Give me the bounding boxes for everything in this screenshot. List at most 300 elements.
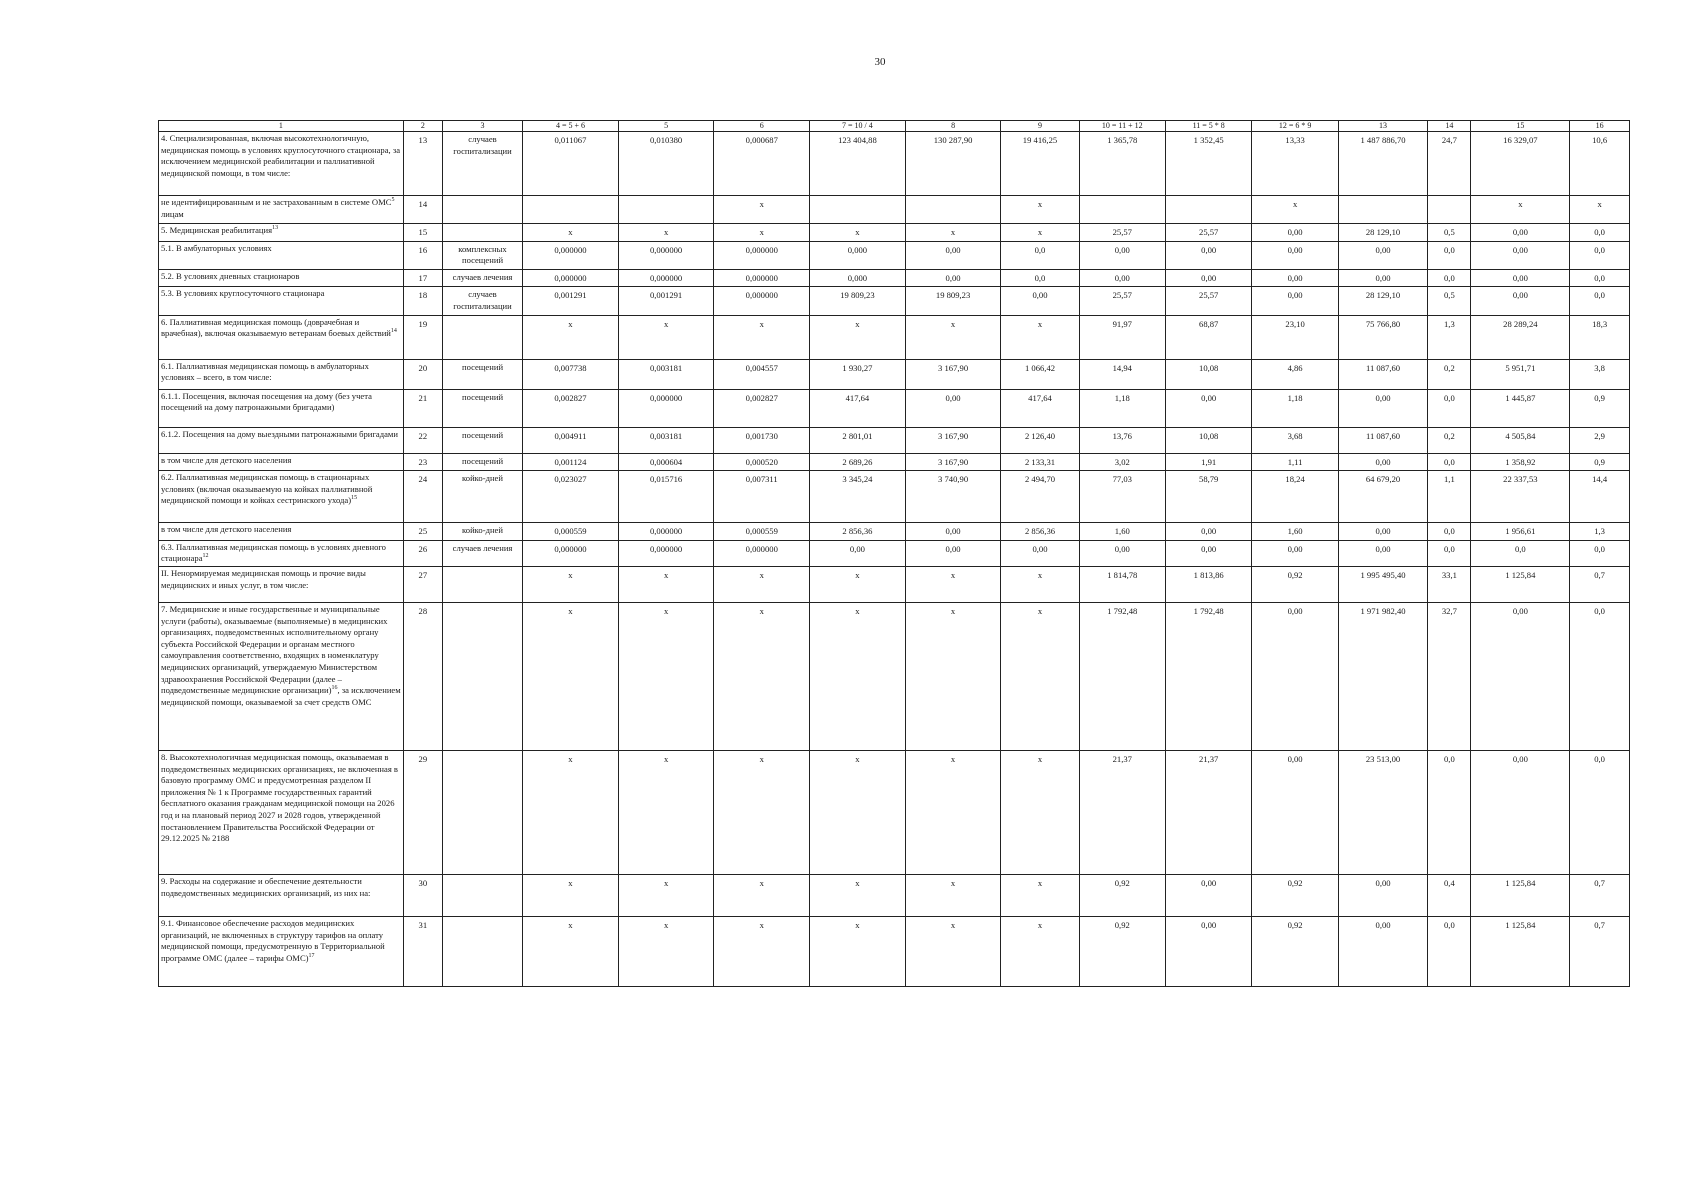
- value-cell: x: [810, 750, 906, 874]
- value-cell: 0,000000: [618, 241, 714, 269]
- row-number-cell: 23: [403, 453, 442, 471]
- value-cell: 2 689,26: [810, 453, 906, 471]
- value-cell: [1338, 196, 1427, 224]
- unit-cell: койко-дней: [442, 471, 522, 523]
- value-cell: 0,92: [1252, 916, 1338, 986]
- value-cell: x: [618, 916, 714, 986]
- row-name: 6.1.1. Посещения, включая посещения на дому (без учета посещений на дому патронажными бригадами): [161, 390, 372, 413]
- value-cell: 2 856,36: [1001, 523, 1079, 541]
- value-cell: 0,00: [1471, 241, 1570, 269]
- value-cell: x: [618, 315, 714, 359]
- row-name: не идентифицированным и не застрахованным в системе ОМС: [161, 197, 392, 207]
- value-cell: 3,68: [1252, 427, 1338, 453]
- value-cell: 0,007311: [714, 471, 810, 523]
- unit-cell: [442, 750, 522, 874]
- column-header: 8: [905, 121, 1001, 132]
- row-name: 5. Медицинская реабилитация: [161, 225, 273, 235]
- value-cell: 10,08: [1165, 359, 1251, 389]
- value-cell: 0,0: [1570, 602, 1630, 750]
- value-cell: x: [1001, 224, 1079, 242]
- unit-cell: посещений: [442, 389, 522, 427]
- unit-cell: комплексных посещений: [442, 241, 522, 269]
- unit-cell: койко-дней: [442, 523, 522, 541]
- value-cell: 0,9: [1570, 453, 1630, 471]
- value-cell: 0,000559: [523, 523, 619, 541]
- row-number-cell: 19: [403, 315, 442, 359]
- column-header: 6: [714, 121, 810, 132]
- row-name: в том числе для детского населения: [161, 524, 292, 535]
- row-name: 9.1. Финансовое обеспечение расходов медицинских организаций, не включенных в структуру тарифов на оплату медицинской помощи, предусмотренную в Территориальной программе ОМС (далее – тарифы ОМС): [161, 917, 385, 963]
- value-cell: 0,0: [1428, 453, 1471, 471]
- value-cell: 0,000000: [714, 269, 810, 287]
- value-cell: 19 809,23: [810, 287, 906, 315]
- value-cell: 0,00: [1252, 750, 1338, 874]
- value-cell: 0,0: [1428, 241, 1471, 269]
- value-cell: x: [523, 874, 619, 916]
- value-cell: x: [1570, 196, 1630, 224]
- row-name-cell: [159, 427, 404, 453]
- value-cell: 0,00: [1471, 269, 1570, 287]
- value-cell: 0,0: [1428, 523, 1471, 541]
- value-cell: x: [905, 602, 1001, 750]
- value-cell: 0,000000: [618, 389, 714, 427]
- value-cell: [1165, 196, 1251, 224]
- value-cell: 25,57: [1079, 224, 1165, 242]
- value-cell: 1 125,84: [1471, 916, 1570, 986]
- value-cell: 77,03: [1079, 471, 1165, 523]
- row-name: 7. Медицинские и иные государственные и муниципальные услуги (работы), оказываемые (выполняемые) в медицинских организациях, подведомственных исполнительному органу субъекта Российской Федерации и органам местного самоуправления соответственно, входящих в номенклатуру медицинских организаций, утверждаемую Министерством здравоохранения Российской Федерации (далее – подведомственные медицинские организации): [161, 603, 388, 696]
- value-cell: x: [523, 224, 619, 242]
- value-cell: 0,00: [1252, 287, 1338, 315]
- row-number-cell: 18: [403, 287, 442, 315]
- row-name: 4. Специализированная, включая высокотехнологичную, медицинская помощь в условиях круглосуточного стационара, за исключением медицинской реабилитации и паллиативной медицинской помощи, в том числе:: [161, 133, 401, 178]
- value-cell: 18,3: [1570, 315, 1630, 359]
- value-cell: 0,00: [1165, 874, 1251, 916]
- value-cell: 16 329,07: [1471, 132, 1570, 196]
- value-cell: 2,9: [1570, 427, 1630, 453]
- value-cell: 0,000000: [714, 540, 810, 566]
- table-row: [159, 602, 1630, 750]
- value-cell: x: [905, 874, 1001, 916]
- value-cell: 0,001291: [523, 287, 619, 315]
- unit-cell: [442, 315, 522, 359]
- footnote-mark: 15: [351, 495, 358, 502]
- value-cell: 0,00: [1338, 453, 1427, 471]
- value-cell: 3 167,90: [905, 427, 1001, 453]
- row-name: 5.2. В условиях дневных стационаров: [161, 270, 300, 281]
- value-cell: 21,37: [1165, 750, 1251, 874]
- value-cell: 1 792,48: [1165, 602, 1251, 750]
- row-name-cell: [159, 602, 404, 750]
- value-cell: 1 814,78: [1079, 566, 1165, 602]
- value-cell: 0,00: [1252, 269, 1338, 287]
- table-row: [159, 566, 1630, 602]
- value-cell: 0,00: [810, 540, 906, 566]
- value-cell: 0,5: [1428, 287, 1471, 315]
- value-cell: 0,92: [1252, 566, 1338, 602]
- row-number-cell: 14: [403, 196, 442, 224]
- value-cell: 2 126,40: [1001, 427, 1079, 453]
- unit-cell: посещений: [442, 453, 522, 471]
- value-cell: 0,4: [1428, 874, 1471, 916]
- value-cell: 0,0: [1428, 540, 1471, 566]
- unit-cell: [442, 874, 522, 916]
- value-cell: x: [618, 602, 714, 750]
- value-cell: 1 956,61: [1471, 523, 1570, 541]
- header-row: [159, 121, 1630, 132]
- row-name-cell: [159, 453, 404, 471]
- value-cell: 1 358,92: [1471, 453, 1570, 471]
- column-header: 10 = 11 + 12: [1079, 121, 1165, 132]
- value-cell: 0,011067: [523, 132, 619, 196]
- row-name: 9. Расходы на содержание и обеспечение деятельности подведомственных медицинских организаций, из них на:: [161, 875, 371, 898]
- value-cell: 0,00: [1165, 269, 1251, 287]
- value-cell: 14,94: [1079, 359, 1165, 389]
- value-cell: 28 129,10: [1338, 287, 1427, 315]
- value-cell: x: [523, 315, 619, 359]
- column-header: 1: [159, 121, 404, 132]
- value-cell: x: [714, 602, 810, 750]
- value-cell: x: [618, 874, 714, 916]
- value-cell: x: [905, 566, 1001, 602]
- value-cell: x: [1001, 874, 1079, 916]
- value-cell: 23 513,00: [1338, 750, 1427, 874]
- value-cell: 3 740,90: [905, 471, 1001, 523]
- value-cell: 0,0: [1428, 269, 1471, 287]
- footnote-mark: 5: [391, 197, 395, 204]
- value-cell: 0,000520: [714, 453, 810, 471]
- value-cell: 0,92: [1252, 874, 1338, 916]
- row-number-cell: 24: [403, 471, 442, 523]
- value-cell: 0,00: [1471, 287, 1570, 315]
- value-cell: 22 337,53: [1471, 471, 1570, 523]
- value-cell: 0,00: [1471, 602, 1570, 750]
- column-header: 15: [1471, 121, 1570, 132]
- row-name-cell: [159, 196, 404, 224]
- column-header: 7 = 10 / 4: [810, 121, 906, 132]
- value-cell: 417,64: [1001, 389, 1079, 427]
- value-cell: 4 505,84: [1471, 427, 1570, 453]
- value-cell: 0,00: [1252, 602, 1338, 750]
- value-cell: 0,00: [1338, 241, 1427, 269]
- value-cell: 3 345,24: [810, 471, 906, 523]
- value-cell: 28 129,10: [1338, 224, 1427, 242]
- row-number-cell: 16: [403, 241, 442, 269]
- value-cell: 0,7: [1570, 566, 1630, 602]
- value-cell: 3 167,90: [905, 359, 1001, 389]
- row-number-cell: 15: [403, 224, 442, 242]
- table-row: [159, 916, 1630, 986]
- unit-cell: случаев госпитализации: [442, 132, 522, 196]
- row-name: 5.3. В условиях круглосуточного стационара: [161, 288, 325, 299]
- value-cell: 0,0: [1570, 540, 1630, 566]
- value-cell: 64 679,20: [1338, 471, 1427, 523]
- value-cell: x: [1252, 196, 1338, 224]
- value-cell: 2 801,01: [810, 427, 906, 453]
- table-row: [159, 241, 1630, 269]
- footnote-mark: 14: [390, 328, 397, 335]
- row-number-cell: 13: [403, 132, 442, 196]
- value-cell: 10,6: [1570, 132, 1630, 196]
- value-cell: 0,00: [1079, 241, 1165, 269]
- value-cell: 24,7: [1428, 132, 1471, 196]
- value-cell: 0,00: [1001, 287, 1079, 315]
- value-cell: 58,79: [1165, 471, 1251, 523]
- value-cell: x: [714, 315, 810, 359]
- column-header: 2: [403, 121, 442, 132]
- value-cell: 0,010380: [618, 132, 714, 196]
- row-number-cell: 17: [403, 269, 442, 287]
- row-name-cell: [159, 224, 404, 242]
- value-cell: 75 766,80: [1338, 315, 1427, 359]
- value-cell: 3 167,90: [905, 453, 1001, 471]
- row-name-cell: [159, 287, 404, 315]
- value-cell: x: [905, 315, 1001, 359]
- value-cell: 0,000000: [618, 540, 714, 566]
- value-cell: 0,0: [1428, 916, 1471, 986]
- column-header: 12 = 6 * 9: [1252, 121, 1338, 132]
- value-cell: 0,0: [1428, 389, 1471, 427]
- row-name: 6.3. Паллиативная медицинская помощь в условиях дневного стационара: [161, 541, 386, 564]
- value-cell: 0,00: [1079, 269, 1165, 287]
- table-row: [159, 224, 1630, 242]
- unit-cell: [442, 602, 522, 750]
- value-cell: 91,97: [1079, 315, 1165, 359]
- column-header: 16: [1570, 121, 1630, 132]
- value-cell: 0,004911: [523, 427, 619, 453]
- value-cell: 2 133,31: [1001, 453, 1079, 471]
- value-cell: 0,2: [1428, 359, 1471, 389]
- row-name-cell: [159, 523, 404, 541]
- value-cell: [810, 196, 906, 224]
- value-cell: 0,5: [1428, 224, 1471, 242]
- value-cell: 11 087,60: [1338, 427, 1427, 453]
- row-number-cell: 22: [403, 427, 442, 453]
- table-row: [159, 359, 1630, 389]
- value-cell: x: [714, 224, 810, 242]
- value-cell: 0,00: [1165, 540, 1251, 566]
- value-cell: 68,87: [1165, 315, 1251, 359]
- value-cell: 0,0: [1570, 269, 1630, 287]
- value-cell: 28 289,24: [1471, 315, 1570, 359]
- value-cell: 14,4: [1570, 471, 1630, 523]
- unit-cell: случаев лечения: [442, 540, 522, 566]
- value-cell: x: [1001, 750, 1079, 874]
- value-cell: 1,3: [1428, 315, 1471, 359]
- value-cell: 1,1: [1428, 471, 1471, 523]
- value-cell: 1 352,45: [1165, 132, 1251, 196]
- value-cell: 0,003181: [618, 359, 714, 389]
- value-cell: 0,00: [1079, 540, 1165, 566]
- row-name: 6. Паллиативная медицинская помощь (доврачебная и врачебная), включая оказываемую ветеранам боевых действий: [161, 316, 391, 339]
- value-cell: 32,7: [1428, 602, 1471, 750]
- column-header: 3: [442, 121, 522, 132]
- row-number-cell: 27: [403, 566, 442, 602]
- value-cell: x: [905, 916, 1001, 986]
- value-cell: x: [810, 224, 906, 242]
- value-cell: 1 995 495,40: [1338, 566, 1427, 602]
- value-cell: 0,0: [1570, 241, 1630, 269]
- budget-table: [158, 120, 1630, 987]
- value-cell: 0,0: [1428, 750, 1471, 874]
- row-number-cell: 25: [403, 523, 442, 541]
- row-number-cell: 30: [403, 874, 442, 916]
- value-cell: x: [905, 224, 1001, 242]
- unit-cell: случаев госпитализации: [442, 287, 522, 315]
- table-row: [159, 453, 1630, 471]
- value-cell: x: [714, 566, 810, 602]
- value-cell: [905, 196, 1001, 224]
- value-cell: 13,76: [1079, 427, 1165, 453]
- table-row: [159, 540, 1630, 566]
- value-cell: 3,02: [1079, 453, 1165, 471]
- row-name-cell: [159, 750, 404, 874]
- table-row: [159, 427, 1630, 453]
- value-cell: [523, 196, 619, 224]
- value-cell: 18,24: [1252, 471, 1338, 523]
- unit-cell: [442, 224, 522, 242]
- value-cell: x: [1001, 315, 1079, 359]
- value-cell: 1,18: [1079, 389, 1165, 427]
- row-name-cell: [159, 241, 404, 269]
- unit-cell: [442, 566, 522, 602]
- value-cell: 0,002827: [523, 389, 619, 427]
- value-cell: 0,000000: [523, 540, 619, 566]
- value-cell: 130 287,90: [905, 132, 1001, 196]
- row-name-cell: [159, 874, 404, 916]
- column-header: 11 = 5 * 8: [1165, 121, 1251, 132]
- value-cell: 0,007738: [523, 359, 619, 389]
- value-cell: 2 856,36: [810, 523, 906, 541]
- value-cell: 0,00: [905, 269, 1001, 287]
- value-cell: x: [618, 566, 714, 602]
- value-cell: 0,00: [1338, 874, 1427, 916]
- value-cell: 0,001124: [523, 453, 619, 471]
- value-cell: 1 125,84: [1471, 874, 1570, 916]
- value-cell: 33,1: [1428, 566, 1471, 602]
- row-number-cell: 26: [403, 540, 442, 566]
- row-name-cell: [159, 359, 404, 389]
- value-cell: 1 125,84: [1471, 566, 1570, 602]
- value-cell: 1 445,87: [1471, 389, 1570, 427]
- value-cell: x: [714, 750, 810, 874]
- table-row: [159, 132, 1630, 196]
- footnote-mark: 12: [202, 553, 209, 560]
- row-name: 5.1. В амбулаторных условиях: [161, 242, 272, 253]
- value-cell: 0,001291: [618, 287, 714, 315]
- value-cell: 0,00: [1338, 523, 1427, 541]
- value-cell: 0,000000: [523, 241, 619, 269]
- row-name-continuation: , за исключением медицинской помощи, оказываемой за счет средств ОМС: [161, 685, 401, 707]
- value-cell: 1 930,27: [810, 359, 906, 389]
- row-number-cell: 29: [403, 750, 442, 874]
- value-cell: 0,00: [1165, 916, 1251, 986]
- table-row: [159, 196, 1630, 224]
- row-name-continuation: лицам: [161, 208, 184, 219]
- value-cell: 0,00: [1338, 916, 1427, 986]
- value-cell: x: [618, 224, 714, 242]
- unit-cell: случаев лечения: [442, 269, 522, 287]
- column-header: 13: [1338, 121, 1427, 132]
- value-cell: 1,11: [1252, 453, 1338, 471]
- column-header: 4 = 5 + 6: [523, 121, 619, 132]
- value-cell: x: [618, 750, 714, 874]
- value-cell: 0,00: [905, 523, 1001, 541]
- value-cell: 0,000000: [714, 241, 810, 269]
- value-cell: 0,0: [1570, 287, 1630, 315]
- value-cell: 0,003181: [618, 427, 714, 453]
- value-cell: 19 416,25: [1001, 132, 1079, 196]
- table-row: [159, 389, 1630, 427]
- value-cell: 10,08: [1165, 427, 1251, 453]
- value-cell: x: [810, 874, 906, 916]
- value-cell: 0,0: [1001, 241, 1079, 269]
- value-cell: 0,00: [1471, 224, 1570, 242]
- value-cell: 5 951,71: [1471, 359, 1570, 389]
- value-cell: 1 365,78: [1079, 132, 1165, 196]
- value-cell: 0,000000: [714, 287, 810, 315]
- footnote-mark: 13: [272, 225, 279, 232]
- value-cell: 417,64: [810, 389, 906, 427]
- value-cell: x: [714, 916, 810, 986]
- value-cell: 123 404,88: [810, 132, 906, 196]
- table-row: [159, 874, 1630, 916]
- value-cell: 13,33: [1252, 132, 1338, 196]
- value-cell: [1079, 196, 1165, 224]
- row-name: 6.2. Паллиативная медицинская помощь в стационарных условиях (включая оказываемую на койках паллиативной медицинской помощи и койках сестринского ухода): [161, 472, 373, 506]
- value-cell: x: [810, 315, 906, 359]
- value-cell: 1 487 886,70: [1338, 132, 1427, 196]
- row-name-cell: [159, 132, 404, 196]
- column-header: 14: [1428, 121, 1471, 132]
- table-body: [159, 132, 1630, 987]
- value-cell: 1 813,86: [1165, 566, 1251, 602]
- value-cell: 0,00: [1338, 540, 1427, 566]
- footnote-mark: 17: [308, 952, 315, 959]
- column-header: 9: [1001, 121, 1079, 132]
- value-cell: 0,000000: [618, 523, 714, 541]
- value-cell: x: [1471, 196, 1570, 224]
- row-number-cell: 31: [403, 916, 442, 986]
- table-row: [159, 523, 1630, 541]
- unit-cell: посещений: [442, 427, 522, 453]
- value-cell: 25,57: [1079, 287, 1165, 315]
- value-cell: 0,9: [1570, 389, 1630, 427]
- value-cell: x: [1001, 916, 1079, 986]
- value-cell: 0,0: [1001, 269, 1079, 287]
- value-cell: 0,00: [905, 540, 1001, 566]
- value-cell: x: [1001, 566, 1079, 602]
- row-name-cell: [159, 269, 404, 287]
- value-cell: 0,2: [1428, 427, 1471, 453]
- value-cell: x: [810, 602, 906, 750]
- value-cell: x: [714, 196, 810, 224]
- value-cell: 0,023027: [523, 471, 619, 523]
- row-name-cell: [159, 389, 404, 427]
- value-cell: x: [1001, 196, 1079, 224]
- row-number-cell: 21: [403, 389, 442, 427]
- value-cell: 0,92: [1079, 874, 1165, 916]
- value-cell: 0,00: [1471, 750, 1570, 874]
- row-name-cell: [159, 315, 404, 359]
- table-row: [159, 471, 1630, 523]
- value-cell: 0,00: [1252, 241, 1338, 269]
- column-header: 5: [618, 121, 714, 132]
- value-cell: 0,00: [1338, 389, 1427, 427]
- value-cell: x: [810, 916, 906, 986]
- value-cell: 0,00: [905, 241, 1001, 269]
- value-cell: 1,60: [1079, 523, 1165, 541]
